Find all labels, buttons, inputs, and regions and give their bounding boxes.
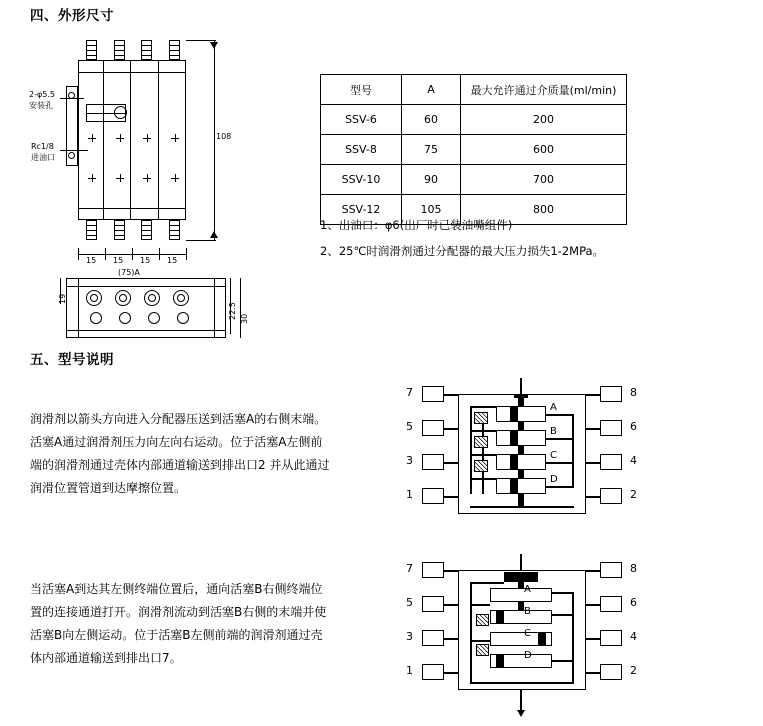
port-label-6: 6 xyxy=(630,420,637,433)
port-label-5: 5 xyxy=(406,596,413,609)
cell-model: SSV-12 xyxy=(321,195,402,225)
dim-15-a: 15 xyxy=(86,256,97,265)
table-row xyxy=(321,165,627,195)
dim-30: 30 xyxy=(240,313,249,324)
port-label-1: 1 xyxy=(406,488,413,501)
section-dimensions-title: 四、外形尺寸 xyxy=(30,8,114,24)
cell-flow: 700 xyxy=(461,165,627,195)
cell-model: SSV-8 xyxy=(321,135,402,165)
port-label-2: 2 xyxy=(630,664,637,677)
port-label-3: 3 xyxy=(406,454,413,467)
mount-hole-label: 2-φ5.5 xyxy=(29,90,55,99)
piston-label-d: D xyxy=(550,474,558,485)
cell-a: 105 xyxy=(402,195,461,225)
cell-a: 90 xyxy=(402,165,461,195)
port-label-5: 5 xyxy=(406,420,413,433)
schematic-diagram-1 xyxy=(400,372,730,542)
port-label-4: 4 xyxy=(630,630,637,643)
th-flow: 最大允许通过介质量(ml/min) xyxy=(461,75,627,105)
piston-label-b: B xyxy=(550,426,557,437)
dim-19: 19 xyxy=(58,293,67,304)
schematic-diagram-2 xyxy=(400,548,730,726)
cell-flow: 600 xyxy=(461,135,627,165)
table-header-row xyxy=(321,75,627,105)
dim-width-a: (75)A xyxy=(118,268,140,277)
inlet-label-cn: 进油口 xyxy=(31,153,55,162)
paragraph-piston-a: 润滑剂以箭头方向进入分配器压送到活塞A的右侧末端。活塞A通过润滑剂压力向左向右运动。位于活塞A左侧前端的润滑剂通过壳体内部通道输送到排出口2 并从此通过润滑位置管道到达摩擦位置。 xyxy=(30,412,330,495)
dim-15-d: 15 xyxy=(167,256,178,265)
port-label-6: 6 xyxy=(630,596,637,609)
cell-model: SSV-10 xyxy=(321,165,402,195)
port-label-7: 7 xyxy=(406,386,413,399)
paragraph-piston-b: 当活塞A到达其左侧终端位置后，通向活塞B右侧终端位置的连接通道打开。润滑剂流动到活塞B右侧的末端并使活塞B向左侧运动。位于活塞B左侧前端的润滑剂通过壳体内部通道输送到排出口7。 xyxy=(30,582,327,665)
port-label-8: 8 xyxy=(630,386,637,399)
th-a: A xyxy=(402,75,461,105)
mount-hole-label-cn: 安装孔 xyxy=(29,101,53,110)
note-2: 2、25℃时润滑剂通过分配器的最大压力损失1-2MPa。 xyxy=(320,244,605,258)
cell-model: SSV-6 xyxy=(321,105,402,135)
port-label-1: 1 xyxy=(406,664,413,677)
cell-flow: 800 xyxy=(461,195,627,225)
port-label-8: 8 xyxy=(630,562,637,575)
dim-15-b: 15 xyxy=(113,256,124,265)
cell-a: 75 xyxy=(402,135,461,165)
section-model-title: 五、型号说明 xyxy=(30,352,114,368)
dimension-drawing xyxy=(29,28,290,324)
cell-flow: 200 xyxy=(461,105,627,135)
dim-15-c: 15 xyxy=(140,256,151,265)
dim-22-5: 22.5 xyxy=(228,302,237,320)
table-row xyxy=(321,105,627,135)
piston-label-b: B xyxy=(524,606,531,617)
piston-label-c: C xyxy=(550,450,557,461)
dim-height: 108 xyxy=(216,132,232,141)
note-1: 1、出油口：φ6(出厂时已装油嘴组件) xyxy=(320,218,513,232)
spec-table xyxy=(320,74,627,225)
inlet-thread-label: Rc1/8 xyxy=(31,142,54,151)
piston-label-d: D xyxy=(524,650,532,661)
piston-label-c: C xyxy=(524,628,531,639)
port-label-7: 7 xyxy=(406,562,413,575)
piston-label-a: A xyxy=(550,402,557,413)
cell-a: 60 xyxy=(402,105,461,135)
port-label-2: 2 xyxy=(630,488,637,501)
th-model: 型号 xyxy=(321,75,402,105)
piston-label-a: A xyxy=(524,584,531,595)
table-notes xyxy=(320,212,604,264)
table-row xyxy=(321,135,627,165)
port-label-3: 3 xyxy=(406,630,413,643)
port-label-4: 4 xyxy=(630,454,637,467)
